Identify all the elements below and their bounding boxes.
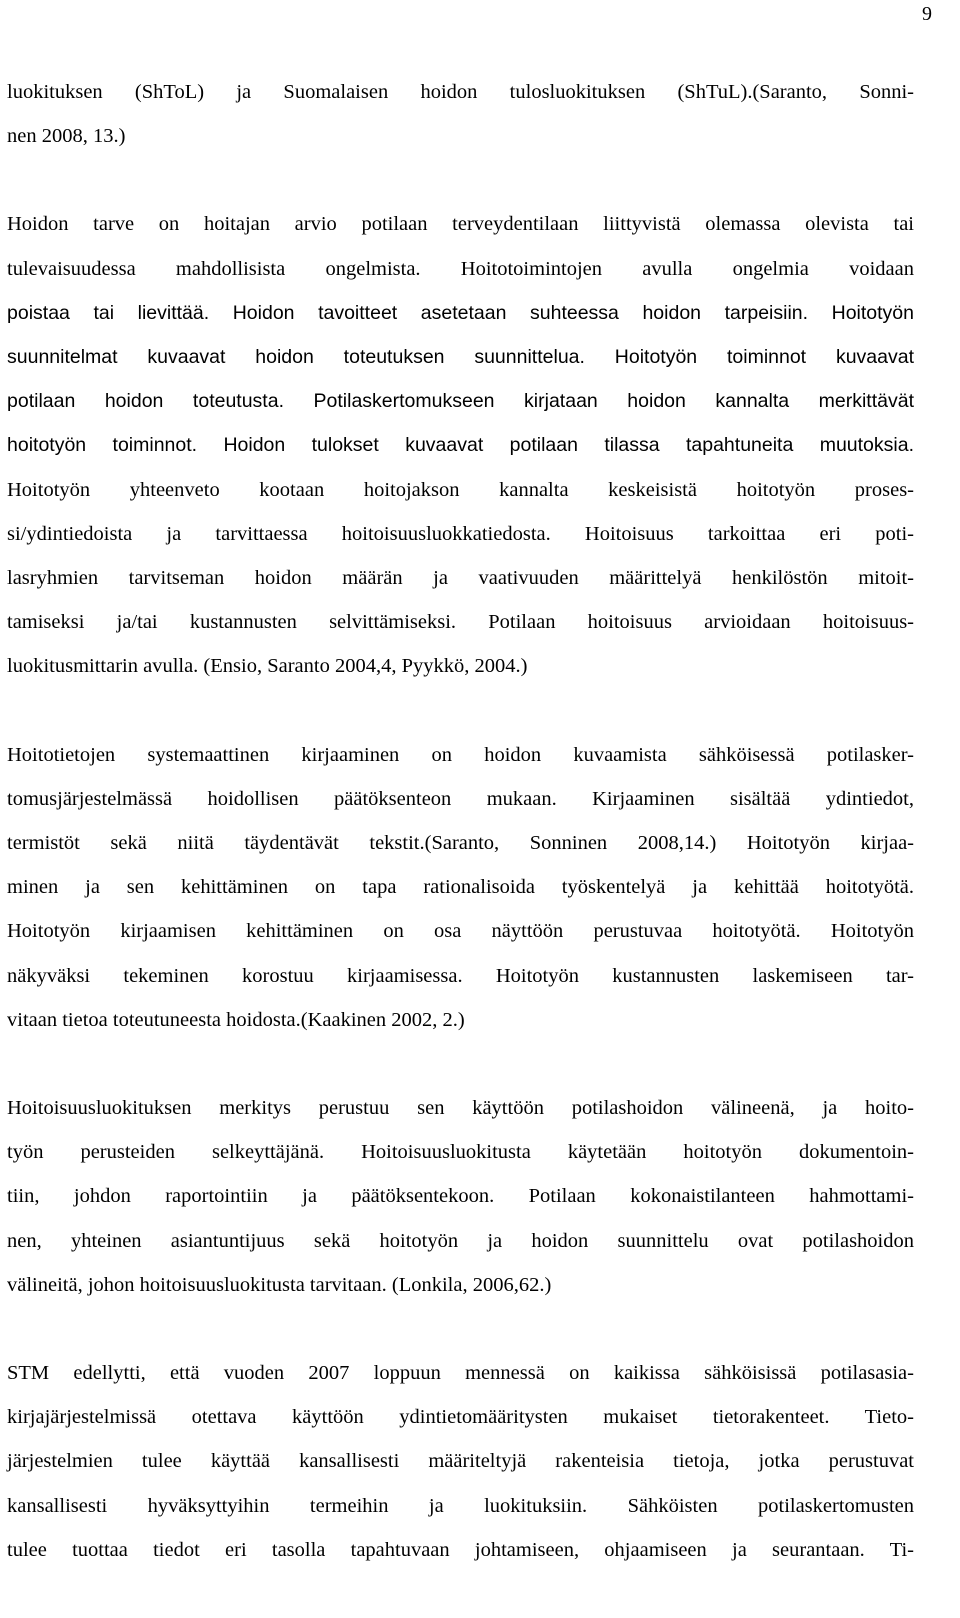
paragraph-gap	[7, 158, 914, 202]
paragraph-line: luokitusmittarin avulla. (Ensio, Saranto 2004,4, Pyykkö, 2004.)	[7, 655, 528, 678]
paragraph-1	[7, 70, 914, 158]
paragraph-line: termistöt sekä niitä täydentävät tekstit.(Saranto, Sonninen 2008,14.) Hoitotyön kirjaa-	[7, 832, 914, 855]
paragraph-5	[7, 1351, 914, 1572]
paragraph-line: potilaan hoidon toteutusta. Potilaskertomukseen kirjataan hoidon kannalta merkittävät	[7, 390, 914, 413]
paragraph-line: STM edellytti, että vuoden 2007 loppuun mennessä on kaikissa sähköisissä potilasasia-	[7, 1362, 914, 1385]
page-number: 9	[922, 3, 932, 25]
paragraph-line: suunnitelmat kuvaavat hoidon toteutuksen suunnittelua. Hoitotyön toiminnot kuvaavat	[7, 346, 914, 369]
paragraph-line: järjestelmien tulee käyttää kansallisesti määriteltyjä rakenteisia tietoja, jotka perustuvat	[7, 1450, 914, 1473]
paragraph-line: tamiseksi ja/tai kustannusten selvittämiseksi. Potilaan hoitoisuus arvioidaan hoitoisuus-	[7, 611, 914, 634]
paragraph-line: tulee tuottaa tiedot eri tasolla tapahtuvaan johtamiseen, ohjaamiseen ja seurantaan. Ti-	[7, 1538, 914, 1561]
paragraph-line: si/ydintiedoista ja tarvittaessa hoitoisuusluokkatiedosta. Hoitoisuus tarkoittaa eri poti-	[7, 522, 914, 545]
paragraph-gap	[7, 1307, 914, 1351]
paragraph-line: luokituksen (ShToL) ja Suomalaisen hoidon tulosluokituksen (ShTuL).(Saranto, Sonni-	[7, 81, 914, 103]
paragraph-line: Hoitotyön yhteenveto kootaan hoitojakson kannalta keskeisistä hoitotyön proses-	[7, 478, 914, 501]
paragraph-2	[7, 202, 914, 688]
paragraph-line: kirjajärjestelmissä otettava käyttöön ydintietomääritysten mukaiset tietorakenteet. Tieto-	[7, 1406, 914, 1429]
paragraph-line: tomusjärjestelmässä hoidollisen päätöksenteon mukaan. Kirjaaminen sisältää ydintiedot,	[7, 787, 914, 810]
paragraph-line: Hoitotyön kirjaamisen kehittäminen on osa näyttöön perustuvaa hoitotyötä. Hoitotyön	[7, 920, 914, 943]
paragraph-line: lasryhmien tarvitseman hoidon määrän ja vaativuuden määrittelyä henkilöstön mitoit-	[7, 567, 914, 590]
paragraph-line: minen ja sen kehittäminen on tapa rationalisoida työskentelyä ja kehittää hoitotyötä.	[7, 876, 914, 899]
paragraph-4	[7, 1086, 914, 1307]
paragraph-line: vitaan tietoa toteutuneesta hoidosta.(Kaakinen 2002, 2.)	[7, 1008, 465, 1031]
paragraph-line: hoitotyön toiminnot. Hoidon tulokset kuvaavat potilaan tilassa tapahtuneita muutoksia.	[7, 434, 914, 457]
paragraph-line: nen 2008, 13.)	[7, 125, 126, 148]
paragraph-line: välineitä, johon hoitoisuusluokitusta tarvitaan. (Lonkila, 2006,62.)	[7, 1273, 552, 1296]
document-body	[7, 70, 914, 1572]
paragraph-line: tiin, johdon raportointiin ja päätöksentekoon. Potilaan kokonaistilanteen hahmottami-	[7, 1185, 914, 1208]
paragraph-line: Hoidon tarve on hoitajan arvio potilaan terveydentilaan liittyvistä olemassa olevista tai	[7, 213, 914, 236]
paragraph-line: Hoitotietojen systemaattinen kirjaaminen on hoidon kuvaamista sähköisessä potilasker-	[7, 743, 914, 766]
paragraph-gap	[7, 689, 914, 733]
paragraph-line: poistaa tai lievittää. Hoidon tavoitteet asetetaan suhteessa hoidon tarpeisiin. Hoitotyön	[7, 301, 914, 324]
paragraph-line: näkyväksi tekeminen korostuu kirjaamisessa. Hoitotyön kustannusten laskemiseen tar-	[7, 964, 914, 987]
paragraph-3	[7, 733, 914, 1042]
paragraph-line: nen, yhteinen asiantuntijuus sekä hoitotyön ja hoidon suunnittelu ovat potilashoidon	[7, 1229, 914, 1252]
paragraph-line: kansallisesti hyväksyttyihin termeihin ja luokituksiin. Sähköisten potilaskertomusten	[7, 1494, 914, 1517]
paragraph-line: tulevaisuudessa mahdollisista ongelmista. Hoitotoimintojen avulla ongelmia voidaan	[7, 257, 914, 280]
paragraph-line: työn perusteiden selkeyttäjänä. Hoitoisuusluokitusta käytetään hoitotyön dokumentoin-	[7, 1141, 914, 1164]
paragraph-line: Hoitoisuusluokituksen merkitys perustuu sen käyttöön potilashoidon välineenä, ja hoito-	[7, 1097, 914, 1120]
paragraph-gap	[7, 1042, 914, 1086]
